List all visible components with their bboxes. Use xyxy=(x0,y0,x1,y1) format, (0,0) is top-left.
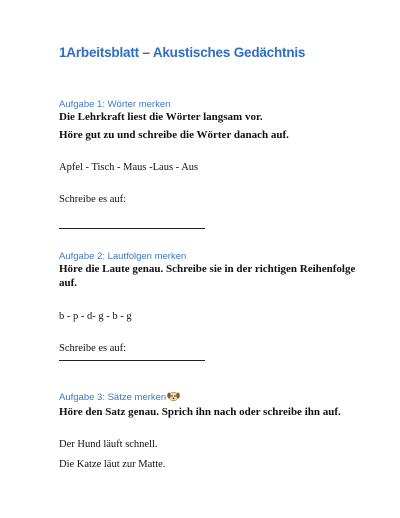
task1-instruction-2: Höre gut zu und schreibe die Wörter danach auf. xyxy=(59,129,289,141)
task2-write-prompt: Schreibe es auf: xyxy=(59,343,127,354)
task2-heading: Aufgabe 2: Lautfolgen merken xyxy=(59,251,187,262)
task1-answer-line[interactable] xyxy=(59,228,205,229)
page-title: 1Arbeitsblatt – Akustisches Gedächtnis xyxy=(59,45,306,60)
dog-face-icon xyxy=(167,390,180,402)
task3-instruction: Höre den Satz genau. Sprich ihn nach oder schreibe ihn auf. xyxy=(59,406,341,418)
task3-heading: Aufgabe 3: Sätze merken xyxy=(59,392,167,403)
task1-write-prompt: Schreibe es auf: xyxy=(59,194,127,205)
task3-sentence-1: Der Hund läuft schnell. xyxy=(59,439,158,450)
task2-answer-line[interactable] xyxy=(59,360,205,361)
task3-sentence-2: Die Katze läut zur Matte. xyxy=(59,459,166,470)
task1-heading: Aufgabe 1: Wörter merken xyxy=(59,99,171,110)
task2-sound-sequence: b - p - d- g - b - g xyxy=(59,311,132,322)
task2-instruction: Höre die Laute genau. Schreibe sie in der richtigen Reihenfolge auf. xyxy=(59,263,356,289)
task3-heading-row xyxy=(59,390,180,403)
task1-word-list: Apfel - Tisch - Maus -Laus - Aus xyxy=(59,162,199,173)
task1-instruction-1: Die Lehrkraft liest die Wörter langsam vor. xyxy=(59,111,263,123)
